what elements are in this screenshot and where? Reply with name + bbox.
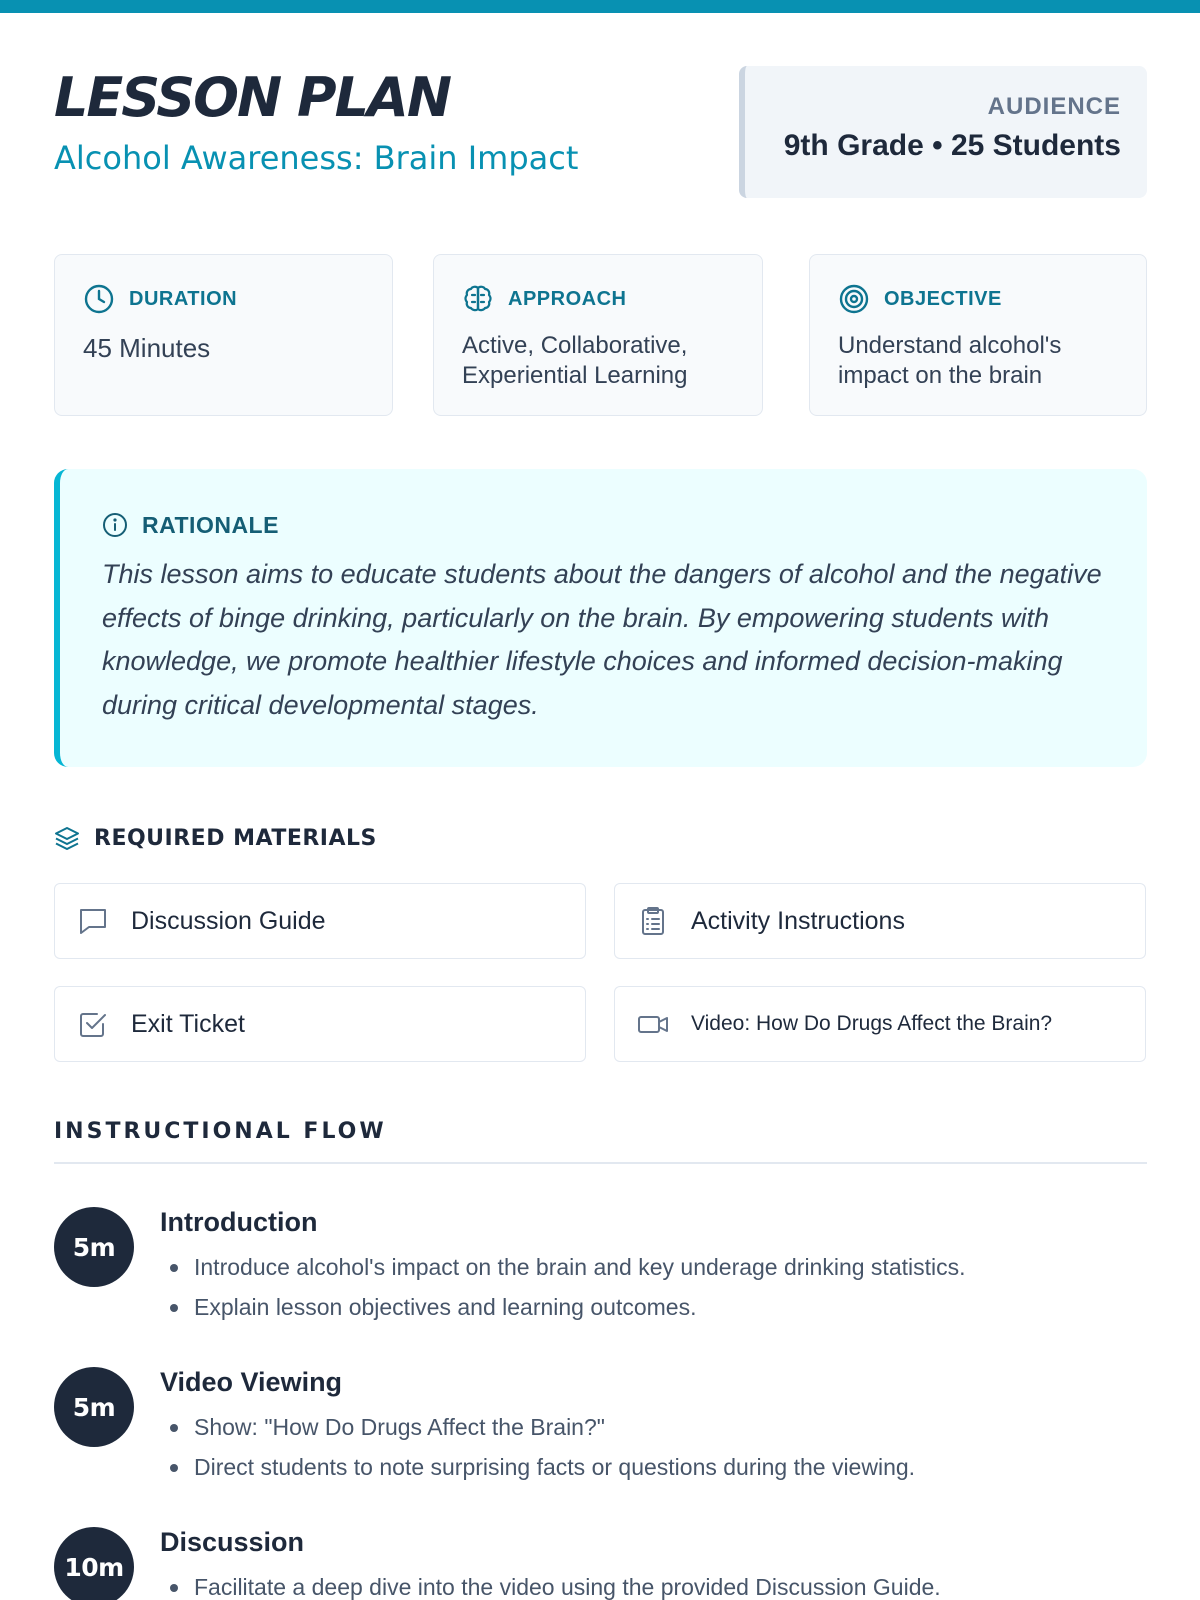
step-duration-badge: 10m [54, 1527, 134, 1600]
duration-value: 45 Minutes [83, 333, 211, 363]
step-duration-badge: 5m [54, 1367, 134, 1447]
material-label: Discussion Guide [131, 906, 326, 935]
material-discussion-guide[interactable] [54, 883, 586, 959]
approach-label: APPROACH [508, 287, 627, 310]
layers-icon [54, 825, 80, 851]
step-title: Discussion [160, 1527, 305, 1557]
materials-heading-label: REQUIRED MATERIALS [94, 825, 377, 851]
step-point: Introduce alcohol's impact on the brain and key underage drinking statistics. [160, 1247, 1140, 1287]
material-exit-ticket[interactable] [54, 986, 586, 1062]
clock-icon [83, 283, 115, 315]
clipboard-icon [637, 905, 669, 937]
rationale-text: This lesson aims to educate students about the dangers of alcohol and the negative effects of binge drinking, particularly on the brain. By empowering students with knowledge, we promote healthier lifestyle choices and informed decision-making during critical developmental stages. [102, 559, 1102, 720]
divider [54, 1162, 1147, 1164]
objective-value: Understand alcohol's impact on the brain [838, 332, 1062, 389]
top-accent-bar [0, 0, 1200, 13]
step-point: Direct students to note surprising facts or questions during the viewing. [160, 1447, 1140, 1487]
step-points [160, 1247, 1140, 1327]
approach-card [433, 254, 763, 416]
step-point: Show: "How Do Drugs Affect the Brain?" [160, 1407, 1140, 1447]
chat-bubble-icon [77, 905, 109, 937]
objective-card [809, 254, 1147, 416]
audience-box [739, 66, 1147, 198]
overview-cards [54, 254, 1147, 416]
audience-label: AUDIENCE [987, 93, 1121, 120]
duration-label: DURATION [129, 287, 238, 310]
instructional-flow-heading: INSTRUCTIONAL FLOW [54, 1119, 387, 1144]
approach-value: Active, Collaborative, Experiential Learning [462, 332, 688, 389]
step-point: Explain lesson objectives and learning outcomes. [160, 1287, 1140, 1327]
lesson-header [54, 66, 1147, 200]
page-subtitle: Alcohol Awareness: Brain Impact [54, 139, 579, 177]
step-points [160, 1567, 1140, 1600]
info-icon [102, 512, 128, 538]
rationale-box [54, 469, 1147, 767]
material-activity-instructions[interactable] [614, 883, 1146, 959]
brain-icon [462, 283, 494, 315]
target-icon [838, 283, 870, 315]
material-label: Video: How Do Drugs Affect the Brain? [691, 1012, 1053, 1035]
step-points [160, 1407, 1140, 1487]
step-point: Facilitate a deep dive into the video using the provided Discussion Guide. [160, 1567, 1140, 1600]
material-video[interactable] [614, 986, 1146, 1062]
duration-card [54, 254, 393, 416]
step-title: Video Viewing [160, 1367, 343, 1397]
materials-heading [54, 825, 377, 851]
material-label: Exit Ticket [131, 1009, 245, 1038]
checkbox-icon [77, 1008, 109, 1040]
video-camera-icon [637, 1008, 669, 1040]
step-title: Introduction [160, 1207, 318, 1237]
material-label: Activity Instructions [691, 906, 905, 935]
rationale-label: RATIONALE [142, 511, 279, 538]
step-duration-badge: 5m [54, 1207, 134, 1287]
audience-value: 9th Grade • 25 Students [783, 129, 1121, 162]
objective-label: OBJECTIVE [884, 287, 1002, 310]
page-title: LESSON PLAN [54, 66, 451, 129]
